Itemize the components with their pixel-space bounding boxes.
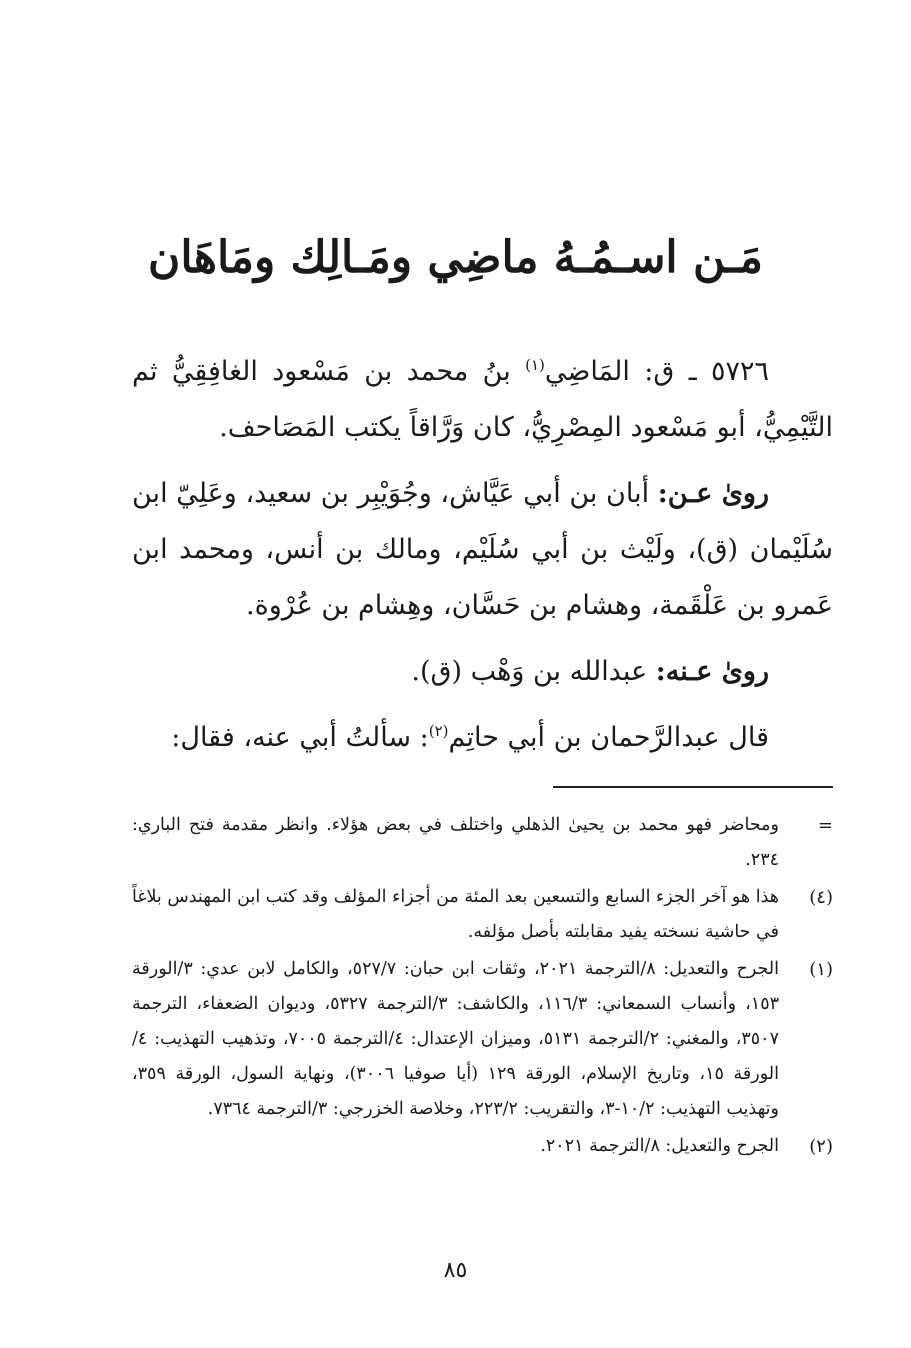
entry-paragraph xyxy=(132,344,833,456)
footnote-marker: = xyxy=(817,815,833,836)
chapter-title: مَـن اسـمُـهُ ماضِي ومَـالِك ومَاهَان xyxy=(148,232,763,283)
footnote-text: هذا هو آخر الجزء السابع والتسعين بعد المئة من أجزاء المؤلف وقد كتب ابن المهندس بلاغاً في حاشية نسخته يفيد مقابلته بأصل مؤلفه. xyxy=(132,887,779,942)
footnote-1 xyxy=(132,952,833,1127)
footnotes xyxy=(132,808,833,1166)
footnote-marker: (٢) xyxy=(809,1136,833,1157)
footnote-marker: (١) xyxy=(809,959,833,980)
footnote-2 xyxy=(132,1129,833,1164)
narrated-from-paragraph xyxy=(132,466,833,634)
narrated-by-text: عبدالله بن وَهْب (ق). xyxy=(411,656,656,687)
entry-description: بنُ محمد بن مَسْعود الغافِقِيُّ ثم التَّيْمِيُّ، أبو مَسْعود المِصْرِيُّ، كان وَرَّاقاً يكتب المَصَاحف. xyxy=(132,356,833,443)
footnote-separator xyxy=(553,786,833,788)
footnote-marker: (٤) xyxy=(809,887,833,908)
footnote-text: الجرح والتعديل: ٨/الترجمة ٢٠٢١. xyxy=(540,1136,779,1156)
narrated-from-label: روىٰ عـن: xyxy=(657,478,769,509)
footnote-ref-1[interactable]: (١) xyxy=(525,356,545,374)
footnote-text: ومحاضر فهو محمد بن يحيىٰ الذهلي واختلف في بعض هؤلاء. وانظر مقدمة فتح الباري: ٢٣٤. xyxy=(132,815,779,870)
footnote-text: الجرح والتعديل: ٨/الترجمة ٢٠٢١، وثقات ابن حبان: ٥٢٧/٧، والكامل لابن عدي: ٣/الورقة ١٥٣، وأنساب السمعاني: ١١٦/٣، والكاشف: ٣/الترجمة ٥٣٢٧، وديوان الضعفاء، الترجمة ٣٥٠٧، والمغني: ٢/الترجمة ٥١٣١، وميزان الإعتدال: ٤/الترجمة ٧٠٠٥، وتذهيب التهذيب: ٤/الورقة ١٥، وتاريخ الإسلام، الورقة ١٢٩ (أيا صوفيا ٣٠٠٦)، ونهاية السول، الورقة ٣٥٩، وتهذيب التهذيب: ١٠/٢-٣، والتقريب: ٢٢٣/٢، وخلاصة الخزرجي: ٣/الترجمة ٧٣٦٤. xyxy=(132,959,779,1119)
narrated-from-text: أبان بن أبي عَيَّاش، وجُوَيْبِر بن سعيد، وعَلِيّ ابن سُلَيْمان (ق)، ولَيْث بن أبي سُلَيْم، ومالك بن أنس، ومحمد ابن عَمرو بن عَلْقَمة، وهشام بن حَسَّان، وهِشام بن عُرْوة. xyxy=(132,478,833,621)
footnote-ref-2[interactable]: (٢) xyxy=(428,722,449,740)
footnote-continuation xyxy=(132,808,833,878)
footnote-4 xyxy=(132,880,833,950)
entry-heading: ٥٧٢٦ ـ ق: المَاضِي xyxy=(544,356,769,387)
main-text xyxy=(132,344,833,776)
narrated-by-label: روىٰ عـنه: xyxy=(655,656,769,687)
quote-paragraph xyxy=(132,710,833,766)
quote-intro: قال عبدالرَّحمان بن أبي حاتِم xyxy=(448,722,769,753)
quote-text: : سألتُ أبي عنه، فقال: xyxy=(171,722,429,753)
narrated-by-paragraph xyxy=(132,644,833,700)
page-number: ٨٥ xyxy=(443,1258,468,1283)
